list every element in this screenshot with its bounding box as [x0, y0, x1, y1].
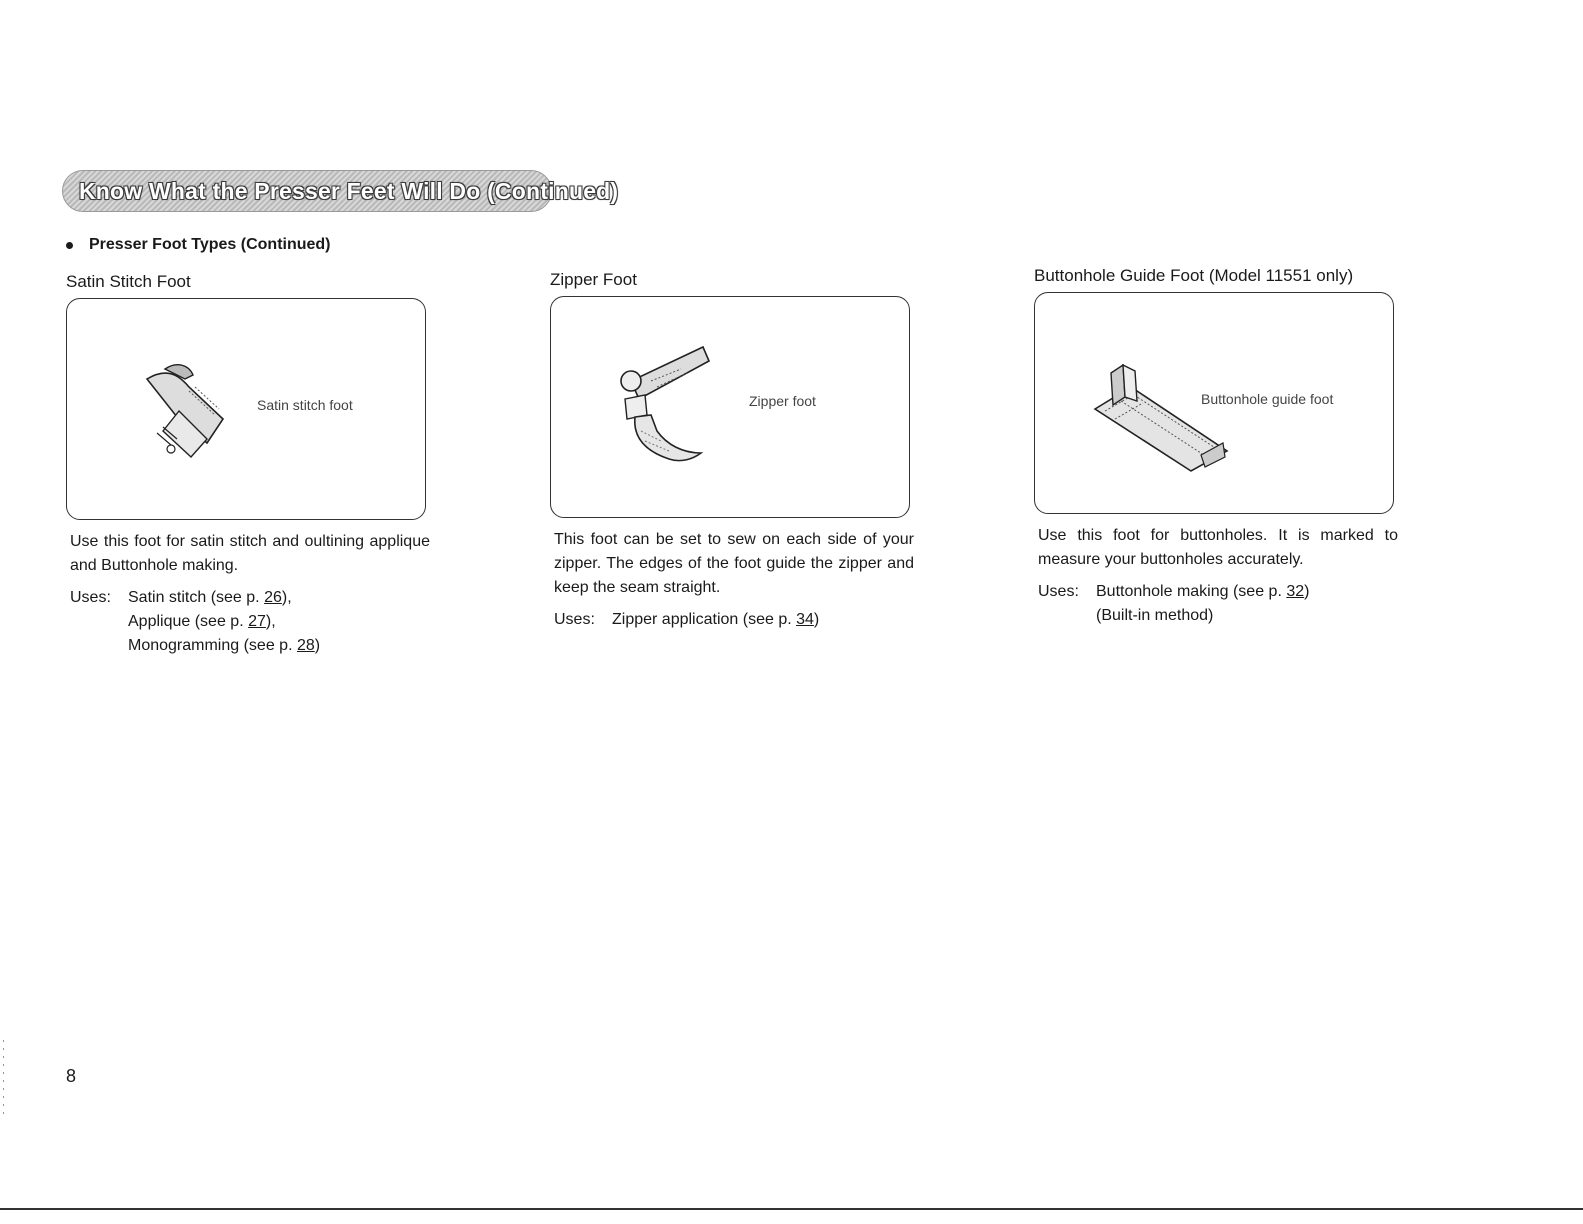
- description: This foot can be set to sew on each side of your zipper. The edges of the foot guide the zipper and keep the seam straight.: [554, 531, 914, 596]
- use-item: Applique (see p. 27),: [128, 613, 276, 630]
- page-reference[interactable]: 32: [1286, 583, 1305, 600]
- page-reference[interactable]: 26: [264, 589, 282, 606]
- figure-frame: [1034, 292, 1394, 514]
- bullet-icon: [66, 242, 73, 249]
- column-buttonhole-guide-foot: [1034, 266, 1414, 628]
- buttonhole-guide-foot-icon: [1091, 353, 1231, 473]
- uses-block: [554, 608, 930, 632]
- figure-frame: [550, 296, 910, 518]
- section-banner: [62, 170, 619, 212]
- column-title: Zipper Foot: [550, 270, 637, 289]
- description: Use this foot for satin stitch and oultining applique and Buttonhole making.: [70, 533, 430, 574]
- uses-label: Uses:: [70, 589, 111, 606]
- use-item: Monogramming (see p. 28): [128, 637, 321, 654]
- use-item: Zipper application (see p. 34): [612, 611, 820, 628]
- section-heading: [66, 236, 331, 254]
- uses-label: Uses:: [554, 611, 595, 628]
- zipper-foot-icon: [611, 341, 721, 471]
- figure-label: Satin stitch foot: [257, 397, 353, 413]
- column-title: Satin Stitch Foot: [66, 272, 191, 291]
- uses-block: [70, 586, 446, 658]
- uses-label: Uses:: [1038, 583, 1079, 600]
- figure-label: Zipper foot: [749, 393, 816, 409]
- column-zipper-foot: [550, 270, 930, 632]
- use-item: Buttonhole making (see p. 32): [1096, 583, 1310, 600]
- page-reference[interactable]: 28: [296, 637, 315, 654]
- use-item: (Built-in method): [1096, 607, 1214, 624]
- satin-stitch-foot-icon: [137, 357, 237, 467]
- page-reference[interactable]: 34: [796, 611, 814, 628]
- page-number: 8: [66, 1066, 77, 1086]
- margin-marks: [3, 1040, 4, 1120]
- use-item: Satin stitch (see p. 26),: [128, 589, 292, 606]
- figure-frame: [66, 298, 426, 520]
- uses-block: [1038, 580, 1414, 628]
- figure-label: Buttonhole guide foot: [1201, 391, 1334, 407]
- description: Use this foot for buttonholes. It is marked to measure your buttonholes accurately.: [1038, 527, 1398, 568]
- bottom-rule: [0, 1208, 1583, 1210]
- section-heading-text: Presser Foot Types (Continued): [89, 236, 331, 253]
- column-satin-stitch-foot: [66, 272, 446, 658]
- page-reference[interactable]: 27: [248, 613, 266, 630]
- column-title: Buttonhole Guide Foot (Model 11551 only): [1034, 266, 1354, 285]
- banner-title: Know What the Presser Feet Will Do (Continued): [79, 177, 619, 204]
